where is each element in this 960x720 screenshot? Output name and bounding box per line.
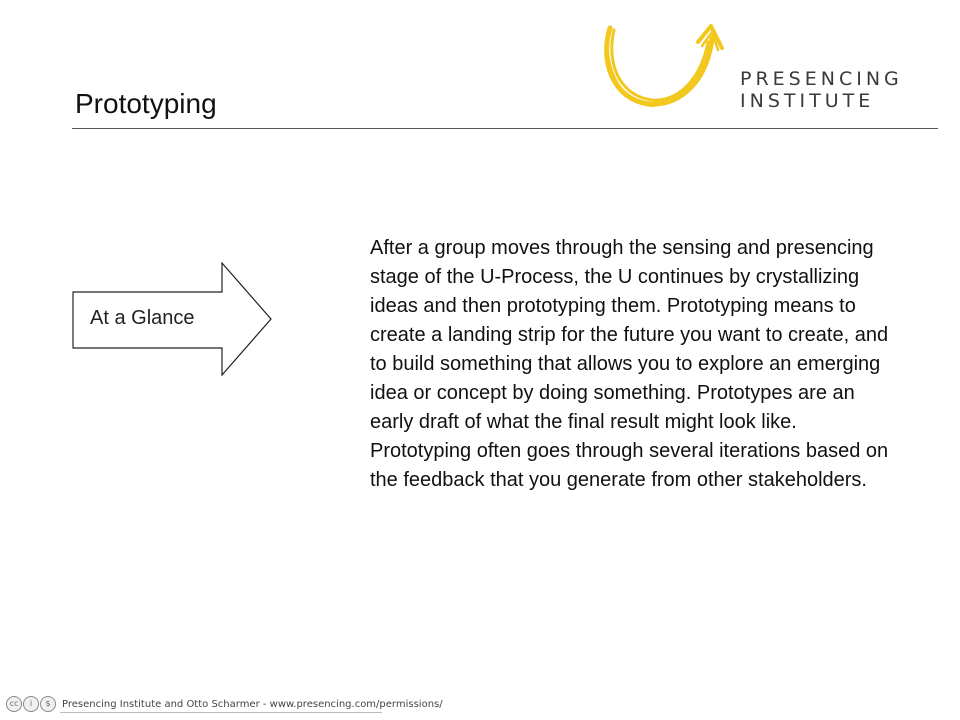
logo-line-1: PRESENCING bbox=[740, 68, 903, 90]
logo-wordmark bbox=[740, 68, 903, 112]
title-divider bbox=[72, 128, 938, 129]
footer bbox=[0, 690, 443, 720]
footer-divider bbox=[60, 712, 382, 713]
body-paragraph: After a group moves through the sensing and presencing stage of the U-Process, the U continues by crystallizing ideas and then prototyping them. Prototyping means to create a landing strip for the future you want to create, and to build something that allows you to explore an emerging idea or concept by doing something. Prototypes are an early draft of what the final result might look like. Prototyping often goes through several iterations based on the feedback that you generate from other stakeholders. bbox=[370, 237, 889, 491]
logo-line-2: INSTITUTE bbox=[740, 90, 875, 112]
slide-title: Prototyping bbox=[75, 88, 217, 119]
arrow-label: At a Glance bbox=[90, 307, 195, 329]
noncommercial-icon: $ bbox=[40, 696, 56, 712]
attribution-icon: i bbox=[23, 696, 39, 712]
presencing-u-logo-icon bbox=[598, 20, 732, 110]
footer-credit: Presencing Institute and Otto Scharmer - www.presencing.com/permissions/ bbox=[62, 699, 443, 710]
cc-icon: cc bbox=[6, 696, 22, 712]
